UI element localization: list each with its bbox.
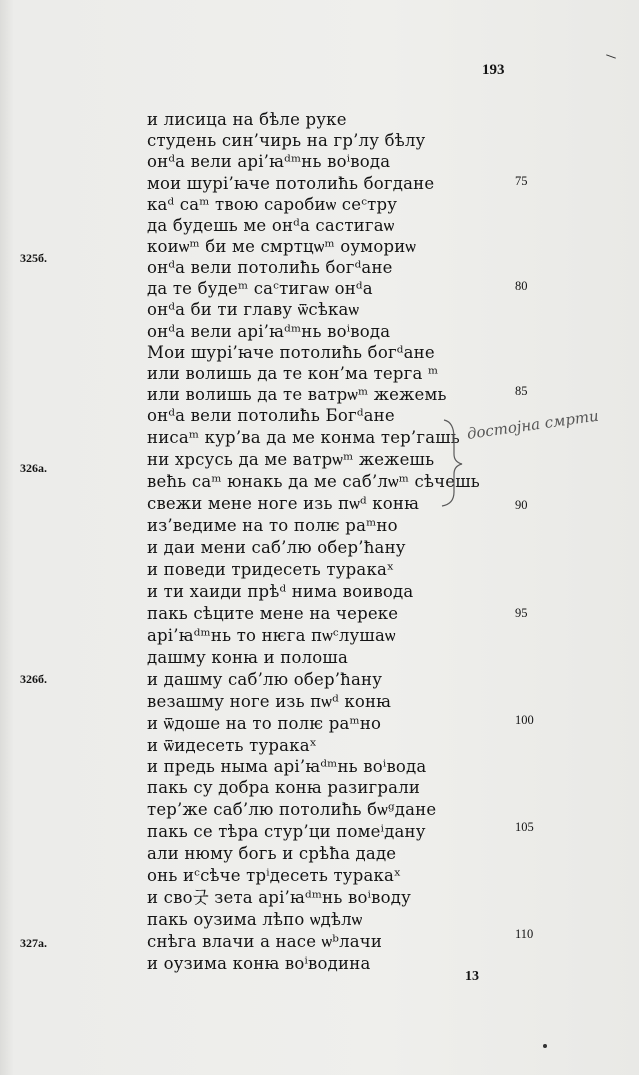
verse-line: снѣга влачи а насе ѡᵇлачи — [147, 932, 383, 951]
verse-line: и ѿидесеть туракаˣ — [147, 736, 317, 755]
verse-line: мои шурі’ꙗче потолиħь богдане — [147, 174, 435, 193]
verse-number: 75 — [515, 174, 528, 188]
signature-number: 13 — [465, 969, 479, 984]
verse-line: пакь су добра конꙗ разиграли — [147, 778, 421, 797]
verse-line: и сво굿 зета арі’ꙗᵈᵐнь воⁱводу — [147, 888, 411, 907]
verse-line: пакь оузима лѣпо ѡдѣлѡ — [147, 910, 363, 929]
verse-line: онᵈа вели потолиħь Богᵈане — [147, 406, 395, 425]
verse-line: коиѡᵐ би ме смртцѡᵐ оумориѡ — [147, 237, 417, 256]
verse-number: 100 — [515, 713, 534, 727]
verse-line: везашму ноге изь пѡᵈ конꙗ — [147, 692, 392, 711]
verse-line: ни хрсусь да ме ватрѡᵐ жежешь — [147, 450, 435, 469]
verse-line: и ѿдоше на то полѥ раᵐно — [147, 714, 382, 733]
verse-line: или волишь да те ватрѡᵐ жежемь — [147, 385, 447, 404]
verse-line: нисаᵐ кур’ва да ме конма тер’гашь — [147, 428, 460, 447]
verse-line: да те будеᵐ саᶜтигаѡ онᵈа — [147, 279, 373, 298]
verse-line: и предь ныма арі’ꙗᵈᵐнь воⁱвода — [147, 757, 427, 776]
verse-line: Мои шурі’ꙗче потолиħь богᵈане — [147, 343, 435, 362]
verse-line: и поведи тридесеть туракаˣ — [147, 560, 395, 579]
ink-dot — [543, 1044, 547, 1048]
verse-line: да будешь ме онᵈа састигаѡ — [147, 216, 395, 235]
verse-line: и ти хаиди прѣᵈ нима воивода — [147, 582, 414, 601]
verse-line: или волишь да те кон’ма терга ᵐ — [147, 364, 439, 383]
verse-line: онᵈа вели арі’ꙗᵈᵐнь воⁱвода — [147, 152, 391, 171]
verse-line: пакь се тѣра стур’ци помеⁱдану — [147, 822, 426, 841]
folio-reference: 326а. — [20, 461, 47, 475]
verse-line: онь иᶜсѣче трⁱдесеть туракаˣ — [147, 866, 402, 885]
bracket-mark — [440, 418, 468, 508]
verse-number: 110 — [515, 927, 534, 941]
folio-reference: 325б. — [20, 251, 47, 265]
handwritten-annotation: достојна смрти — [465, 406, 600, 443]
verse-line: и дашму саб’лю обер’ħану — [147, 670, 383, 689]
corner-mark — [606, 54, 616, 58]
verse-line: и лисица на бѣле руке — [147, 110, 347, 129]
verse-line: и оузима конꙗ воⁱводина — [147, 954, 371, 973]
verse-number: 80 — [515, 279, 528, 293]
verse-line: али нюму богь и срѣħа даде — [147, 844, 397, 863]
verse-number: 85 — [515, 384, 528, 398]
verse-line: пакь сѣците мене на череке — [147, 604, 399, 623]
verse-line: веħь саᵐ юнакь да ме саб’лѡᵐ сѣчешь — [147, 472, 480, 491]
verse-line: арі’ꙗᵈᵐнь то нѥга пѡᶜлушаѡ — [147, 626, 396, 645]
verse-line: онᵈа вели потолиħь богᵈане — [147, 258, 393, 277]
verse-number: 95 — [515, 606, 528, 620]
verse-number: 90 — [515, 498, 528, 512]
folio-reference: 326б. — [20, 672, 47, 686]
verse-line: каᵈ саᵐ твою саробиѡ сеᶜтру — [147, 195, 398, 214]
verse-line: и даи мени саб’лю обер’ħану — [147, 538, 406, 557]
verse-line: онᵈа вели арі’ꙗᵈᵐнь воⁱвода — [147, 322, 391, 341]
verse-line: дашму конꙗ и полоша — [147, 648, 349, 667]
verse-line: свежи мене ноге изь пѡᵈ конꙗ — [147, 494, 420, 513]
verse-line: студень син’чирь на гр’лу бѣлу — [147, 131, 426, 150]
verse-number: 105 — [515, 820, 534, 834]
folio-reference: 327а. — [20, 936, 47, 950]
verse-line: из’ведиме на то полѥ раᵐно — [147, 516, 398, 535]
page-number: 193 — [482, 62, 505, 78]
verse-line: тер’же саб’лю потолиħь бѡᵍдане — [147, 800, 437, 819]
verse-line: онᵈа би ти главу ѿсѣкаѡ — [147, 300, 360, 319]
